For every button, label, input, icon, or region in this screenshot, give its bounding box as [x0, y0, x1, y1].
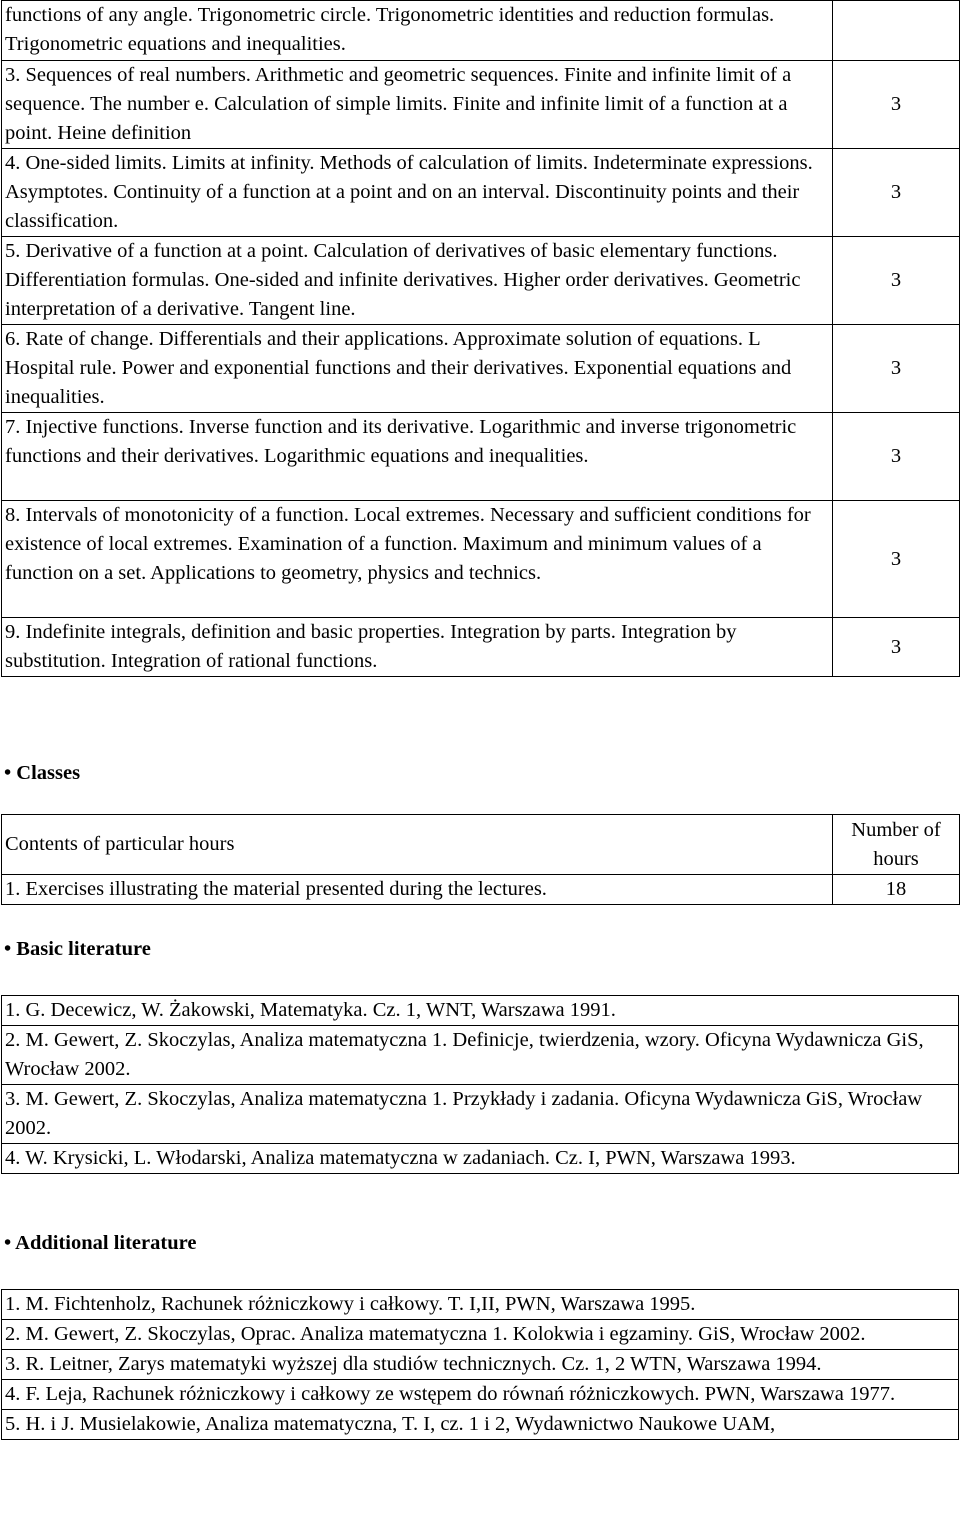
additional-literature-heading: • Additional literature [4, 1232, 197, 1254]
literature-item: 3. R. Leitner, Zarys matematyki wyższej dla studiów technicznych. Cz. 1, 2 WTN, Warszawa 1994. [2, 1350, 959, 1380]
basic-literature-table [1, 995, 959, 1174]
table-row [2, 413, 960, 501]
topic-text: 4. One-sided limits. Limits at infinity. Methods of calculation of limits. Indeterminate expressions. Asymptotes. Continuity of a function at a point and on an interval. Discontinuity points and their classification. [2, 149, 833, 237]
table-row [2, 1410, 959, 1440]
table-row [2, 1320, 959, 1350]
table-header-row [2, 815, 960, 875]
literature-item: 2. M. Gewert, Z. Skoczylas, Oprac. Analiza matematyczna 1. Kolokwia i egzaminy. GiS, Wrocław 2002. [2, 1320, 959, 1350]
literature-item: 2. M. Gewert, Z. Skoczylas, Analiza matematyczna 1. Definicje, twierdzenia, wzory. Oficyna Wydawnicza GiS, Wrocław 2002. [2, 1026, 959, 1085]
table-row [2, 501, 960, 618]
topic-text: 8. Intervals of monotonicity of a function. Local extremes. Necessary and sufficient conditions for existence of local extremes. Examination of a function. Maximum and minimum values of a function on a set. Applications to geometry, physics and technics. [2, 501, 833, 618]
table-row [2, 618, 960, 677]
topic-text: 9. Indefinite integrals, definition and basic properties. Integration by parts. Integration by substitution. Integration of rational functions. [2, 618, 833, 677]
table-row [2, 237, 960, 325]
table-row [2, 325, 960, 413]
topic-hours: 3 [833, 237, 960, 325]
column-header-contents: Contents of particular hours [2, 815, 833, 875]
topic-hours: 3 [833, 413, 960, 501]
table-row [2, 149, 960, 237]
literature-item: 4. W. Krysicki, L. Włodarski, Analiza matematyczna w zadaniach. Cz. I, PWN, Warszawa 1993. [2, 1144, 959, 1174]
topic-hours [833, 1, 960, 61]
lecture-topics-table [1, 0, 960, 677]
table-row [2, 61, 960, 149]
topic-hours: 3 [833, 149, 960, 237]
classes-table [1, 814, 960, 905]
literature-item: 1. M. Fichtenholz, Rachunek różniczkowy i całkowy. T. I,II, PWN, Warszawa 1995. [2, 1290, 959, 1320]
topic-text: functions of any angle. Trigonometric circle. Trigonometric identities and reduction formulas. Trigonometric equations and inequalities. [2, 1, 833, 61]
literature-item: 5. H. i J. Musielakowie, Analiza matematyczna, T. I, cz. 1 i 2, Wydawnictwo Naukowe UAM, [2, 1410, 959, 1440]
additional-literature-table [1, 1289, 959, 1440]
table-row [2, 996, 959, 1026]
literature-item: 4. F. Leja, Rachunek różniczkowy i całkowy ze wstępem do równań różniczkowych. PWN, Warszawa 1977. [2, 1380, 959, 1410]
table-row [2, 1380, 959, 1410]
table-row [2, 1144, 959, 1174]
topic-text: 6. Rate of change. Differentials and their applications. Approximate solution of equations. L Hospital rule. Power and exponential functions and their derivatives. Exponential equations and inequalities. [2, 325, 833, 413]
table-row [2, 1290, 959, 1320]
column-header-hours: Number of hours [833, 815, 960, 875]
topic-hours: 3 [833, 61, 960, 149]
topic-text: 5. Derivative of a function at a point. Calculation of derivatives of basic elementary functions. Differentiation formulas. One-sided and infinite derivatives. Higher order derivatives. Geometric interpretation of a derivative. Tangent line. [2, 237, 833, 325]
topic-hours: 3 [833, 618, 960, 677]
topic-text: 7. Injective functions. Inverse function and its derivative. Logarithmic and inverse trigonometric functions and their derivatives. Logarithmic equations and inequalities. [2, 413, 833, 501]
literature-item: 3. M. Gewert, Z. Skoczylas, Analiza matematyczna 1. Przykłady i zadania. Oficyna Wydawnicza GiS, Wrocław 2002. [2, 1085, 959, 1144]
table-row [2, 1085, 959, 1144]
class-text: 1. Exercises illustrating the material presented during the lectures. [2, 875, 833, 905]
table-row [2, 1026, 959, 1085]
table-row [2, 1350, 959, 1380]
basic-literature-heading: • Basic literature [4, 938, 151, 960]
topic-hours: 3 [833, 501, 960, 618]
literature-item: 1. G. Decewicz, W. Żakowski, Matematyka. Cz. 1, WNT, Warszawa 1991. [2, 996, 959, 1026]
class-hours: 18 [833, 875, 960, 905]
topic-text: 3. Sequences of real numbers. Arithmetic and geometric sequences. Finite and infinite limit of a sequence. The number e. Calculation of simple limits. Finite and infinite limit of a function at a point. Heine definition [2, 61, 833, 149]
table-row [2, 875, 960, 905]
topic-hours: 3 [833, 325, 960, 413]
table-row [2, 1, 960, 61]
classes-heading: • Classes [4, 762, 81, 784]
